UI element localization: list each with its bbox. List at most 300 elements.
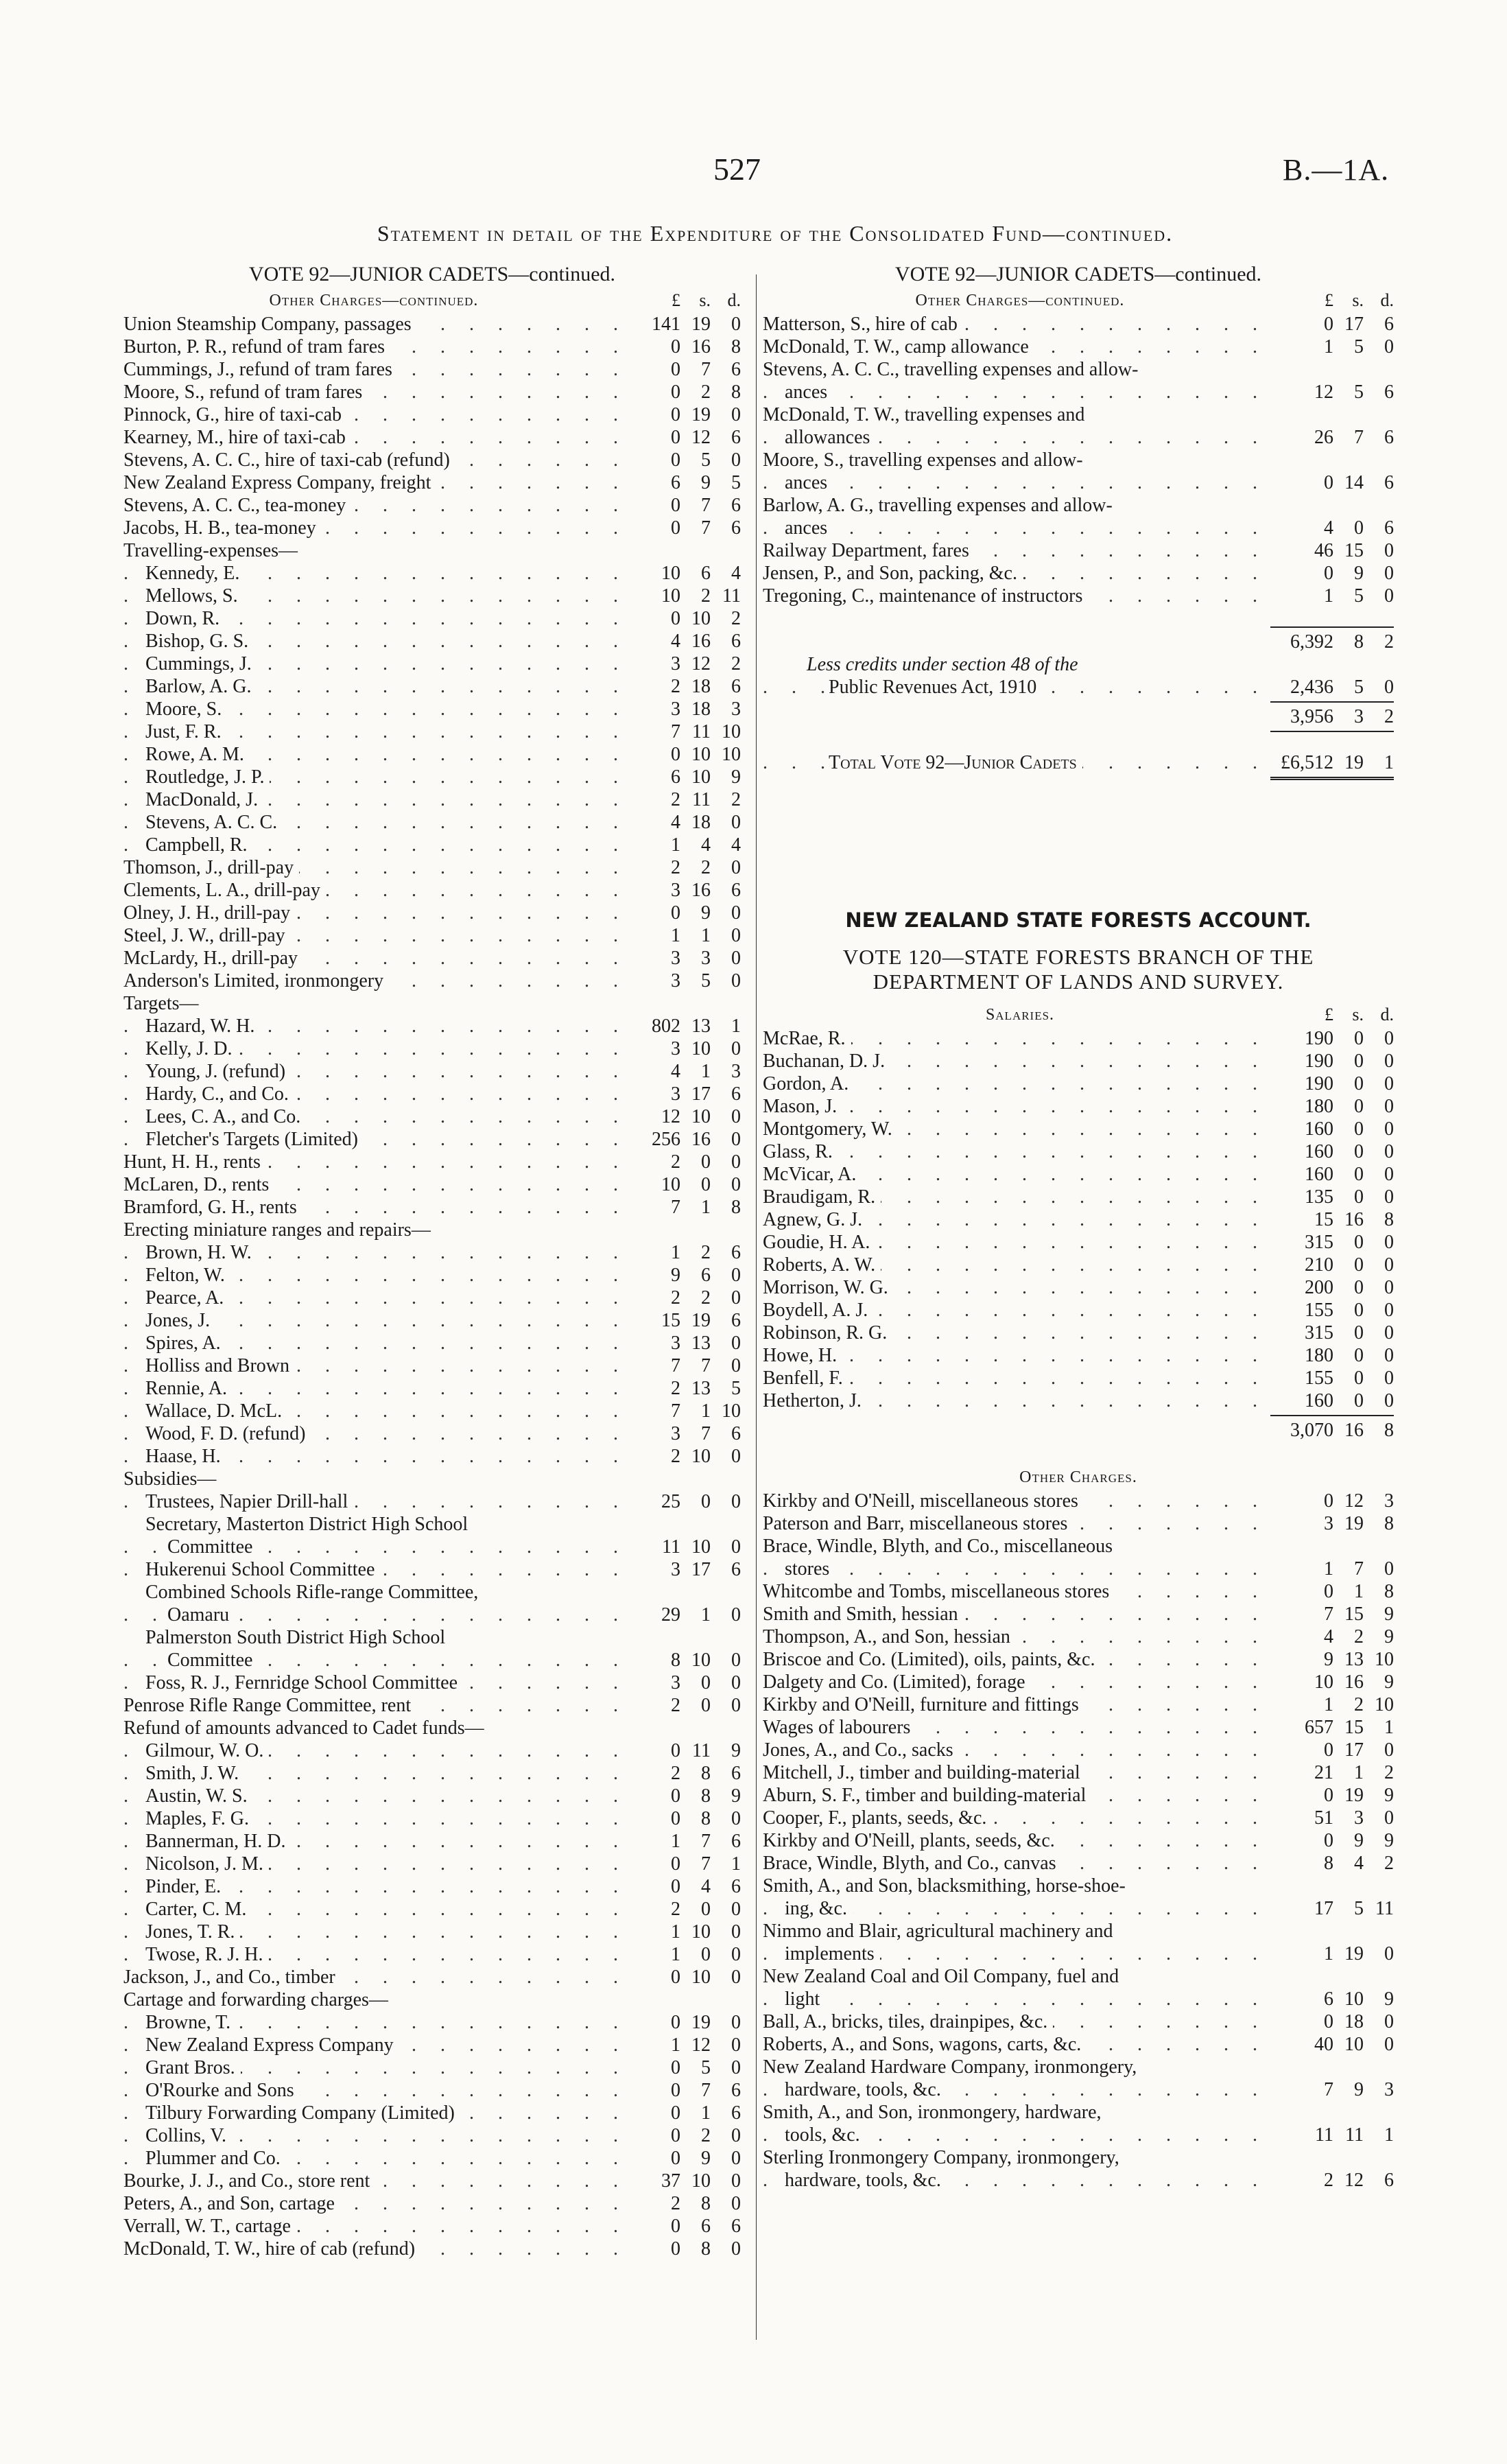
pence-value: 0 [731,2125,741,2146]
shillings-value: 8 [701,2193,711,2214]
entry-label: hardware, tools, &c. [785,2079,947,2100]
entry-amount [1277,1322,1394,1344]
ledger-row [123,1943,741,1966]
entry-label: Plummer and Co. [145,2148,286,2169]
entry-amount [624,2056,741,2079]
ledger-row [123,766,741,788]
entry-label: Matterson, S., hire of cab [763,314,963,335]
ledger-row [123,698,741,720]
entry-label: Down, R. [145,608,225,629]
shillings-value: 4 [1354,1853,1364,1874]
pounds-value: 10 [661,563,680,584]
shillings-value: 10 [691,1446,711,1467]
pounds-value: 657 [1305,1717,1333,1738]
entry-amount [624,834,741,856]
entry-label: Jacobs, H. B., tea-money [123,517,322,539]
pounds-value: 3 [671,1083,680,1105]
ledger-row [763,2124,1394,2146]
pence-value: 0 [1384,1558,1394,1580]
pounds-value: 7 [671,721,680,742]
ledger-row [123,2056,741,2079]
shillings-value: 0 [1354,1051,1364,1072]
entry-label: Barlow, A. G., travelling expenses and allow- [763,495,1118,516]
entry-amount [624,517,741,539]
ledger-row [123,1694,741,1717]
shillings-value: 9 [1354,563,1364,584]
ledger-row [763,1344,1394,1367]
entry-label: Targets— [123,993,204,1014]
total-vote-amount: £6,512 19 1 [1281,752,1394,773]
ledger-row [123,879,741,902]
entry-label: Twose, R. J. H. [145,1944,269,1965]
entry-amount [1277,2169,1394,2192]
shillings-value: 6 [701,2216,711,2237]
ledger-row [763,494,1394,517]
entry-label: Agnew, G. J. [763,1209,868,1230]
entry-amount [1277,1072,1394,1095]
entry-label: Jensen, P., and Son, packing, &c. [763,563,1023,584]
pence-value: 10 [1375,1694,1394,1715]
pounds-value: 2 [671,1151,680,1173]
shillings-value: 2 [701,2125,711,2146]
pence-value: 8 [731,336,741,357]
pounds-value: 2 [671,2193,680,2214]
pounds-value: 3 [671,1038,680,1059]
pence-value: 0 [1384,2034,1394,2055]
entry-amount [1277,2124,1394,2146]
pounds-value: 1 [1324,1943,1333,1964]
shillings-value: 0 [1354,1141,1364,1162]
entry-amount [1277,1140,1394,1163]
entry-label: Stevens, A. C. C., travelling expenses and allow- [763,359,1143,380]
pence-value: 6 [731,495,741,516]
entry-amount [1277,1490,1394,1512]
ledger-row [123,1649,741,1671]
entry-amount [624,1015,741,1037]
pence-value: 10 [722,1400,741,1422]
shillings-value: 2 [701,857,711,878]
ledger-row [763,1050,1394,1072]
pounds-value: 0 [671,1967,680,1988]
shillings-value: 0 [701,1151,711,1173]
shillings-value: 2 [701,585,711,607]
entry-label: Foss, R. J., Fernridge School Committee [145,1672,463,1693]
entry-label: McLardy, H., drill-pay [123,948,303,969]
shillings-value: 0 [701,1491,711,1512]
ledger-row [123,426,741,449]
ledger-row [763,517,1394,539]
ledger-row [123,1173,741,1196]
entry-label: Clements, L. A., drill-pay [123,880,326,901]
ledger-row [123,947,741,970]
shillings-value: 1 [1354,1762,1364,1783]
pounds-value: 0 [1324,1830,1333,1851]
ledger-row [123,1196,741,1219]
ledger-row [763,1739,1394,1761]
entry-amount [624,1649,741,1671]
entry-amount [624,1604,741,1626]
shillings-value: 0 [1354,1345,1364,1366]
pounds-value: 802 [652,1016,680,1037]
pounds-value: 0 [671,2216,680,2237]
entry-label: Palmerston South District High School [145,1627,451,1648]
entry-label: Hukerenui School Committee [145,1559,380,1580]
entry-amount [624,2170,741,2192]
shillings-value: 1 [701,1604,711,1626]
shillings-value: 1 [701,2102,711,2124]
shillings-value: 0 [701,1944,711,1965]
entry-amount [1277,1027,1394,1050]
subheading-right [763,288,1394,313]
entry-amount [1277,2010,1394,2033]
pounds-value: 40 [1314,2034,1333,2055]
ledger-row [763,1367,1394,1389]
pounds-value: 29 [661,1604,680,1626]
pence-value: 0 [1384,1141,1394,1162]
shillings-value: 0 [1354,1254,1364,1276]
entry-amount [1277,1512,1394,1535]
entry-amount [1277,2033,1394,2056]
entry-label: Grant Bros. [145,2057,241,2078]
entry-label: Kennedy, E. [145,563,245,584]
pounds-value: 7 [671,1400,680,1422]
entry-amount [1277,517,1394,539]
ledger-row [123,2102,741,2124]
pounds-value: 180 [1305,1096,1333,1117]
vote-heading-left: VOTE 92—JUNIOR CADETS—continued. [248,263,616,285]
entry-amount [1277,1829,1394,1852]
ledger-row [123,1422,741,1445]
shillings-value: 9 [701,2148,711,2169]
pounds-value: 51 [1314,1807,1333,1829]
pounds-value: 26 [1314,427,1333,448]
ledger-row [123,1671,741,1694]
entry-label: Glass, R. [763,1141,838,1162]
ledger-row [123,1151,741,1173]
pounds-value: 0 [671,382,680,403]
pence-value: 0 [731,1333,741,1354]
pence-value: 0 [731,404,741,425]
ledger-row [763,2056,1394,2078]
pence-value: 9 [731,1785,741,1807]
pounds-value: 190 [1305,1051,1333,1072]
pence-value: 3 [1384,2079,1394,2100]
pounds-value: 210 [1305,1254,1333,1276]
entry-label: McDonald, T. W., travelling expenses and [763,404,1090,425]
ledger-row [123,1400,741,1422]
entry-amount [624,2124,741,2147]
ledger-row [123,1626,741,1649]
entry-label: Buchanan, D. J. [763,1051,890,1072]
pounds-value: 3 [671,699,680,720]
pence-value: 10 [722,744,741,765]
pounds-value: 0 [671,1808,680,1829]
pounds-value: 0 [671,2012,680,2033]
entry-amount [1277,1648,1394,1671]
entry-amount [624,1785,741,1807]
pence-value: 0 [731,2148,741,2169]
pence-value: 2 [731,789,741,810]
less-credits-act: Public Revenues Act, 1910 [829,677,1042,698]
entry-amount [1277,1389,1394,1412]
entry-label: Robinson, R. G. [763,1322,892,1344]
shillings-value: 8 [701,1808,711,1829]
pence-value: 0 [731,1038,741,1059]
pounds-value: 2 [671,1446,680,1467]
entry-label: Kelly, J. D. [145,1038,238,1059]
ledger-row [763,1852,1394,1875]
shillings-value: 2 [701,1242,711,1263]
pounds-value: 15 [1314,1209,1333,1230]
entry-label: Pearce, A. [145,1287,229,1309]
pounds-value: 1 [671,2034,680,2056]
shillings-value: 0 [701,1174,711,1195]
pence-value: 0 [731,1808,741,1829]
shillings-value: 0 [701,1695,711,1716]
shillings-value: 10 [691,1967,711,1988]
pounds-value: 3 [671,970,680,992]
pence-value: 0 [1384,1096,1394,1117]
shillings-value: 0 [1354,1390,1364,1411]
ledger-row [123,1558,741,1581]
ledger-row [763,1208,1394,1231]
entry-amount [624,720,741,743]
pence-value: 8 [1384,1581,1394,1602]
shillings-value: 19 [691,2012,711,2033]
pence-value: 0 [731,1355,741,1376]
entry-label: Smith and Smith, hessian [763,1604,964,1625]
shillings-value: 10 [1344,2034,1364,2055]
ledger-row [763,1118,1394,1140]
pounds-value: 0 [671,2148,680,2169]
pence-value: 0 [1384,1345,1394,1366]
pounds-value: 155 [1305,1300,1333,1321]
ledger-row [763,313,1394,336]
pence-value: 0 [731,2012,741,2033]
shillings-value: 10 [691,766,711,788]
shillings-value: 17 [1344,314,1364,335]
pence-value: 10 [1375,1649,1394,1670]
pounds-value: 0 [1324,314,1333,335]
pence-value: 8 [731,382,741,403]
entry-amount [624,1173,741,1196]
pence-value: 0 [731,1265,741,1286]
shillings-value: 7 [701,1423,711,1444]
ledger-row [763,1490,1394,1512]
shillings-value: 0 [701,1672,711,1693]
shillings-header: s. [699,290,711,310]
ledger-row [123,1354,741,1377]
entry-label: McDonald, T. W., hire of cab (refund) [123,2238,420,2260]
entry-amount [624,2192,741,2215]
pounds-value: 1 [1324,1558,1333,1580]
pounds-value: 1 [671,1831,680,1852]
shillings-value: 4 [701,1876,711,1897]
shillings-value: 3 [1354,1807,1364,1829]
shillings-value: 8 [701,1763,711,1784]
shillings-value: 0 [1354,1322,1364,1344]
shillings-value: 0 [1354,1096,1364,1117]
pence-value: 0 [1384,1739,1394,1761]
pounds-value: 7 [671,1355,680,1376]
entry-amount [624,1400,741,1422]
pence-value: 0 [731,2238,741,2260]
entry-label: O'Rourke and Sons [145,2080,300,2101]
ledger-row [123,1875,741,1898]
ledger-row [123,358,741,381]
entry-amount [1277,471,1394,494]
entry-amount [1277,1299,1394,1322]
ledger-row [763,358,1394,381]
pence-value: 3 [731,699,741,720]
entry-amount [624,1241,741,1264]
ledger-row [763,1299,1394,1322]
entry-amount [624,902,741,924]
shillings-value: 11 [1345,2124,1364,2146]
ledger-row [763,1807,1394,1829]
ledger-row [763,1965,1394,1988]
ledger-row [123,720,741,743]
entry-amount [624,2238,741,2260]
entry-label: Roberts, A., and Sons, wagons, carts, &c. [763,2034,1087,2055]
entry-amount [624,879,741,902]
ledger-row [123,1830,741,1853]
entry-label: hardware, tools, &c. [785,2170,947,2191]
entry-label: ing, &c. [785,1898,853,1919]
entry-amount [1277,562,1394,585]
entry-amount [1277,1671,1394,1693]
shillings-value: 18 [691,676,711,697]
entry-label: Olney, J. H., drill-pay [123,902,296,924]
entry-amount [1277,1807,1394,1829]
ledger-row [763,1943,1394,1965]
entry-label: Holliss and Brown [145,1355,295,1376]
pence-value: 6 [1384,517,1394,539]
ledger-row [123,2011,741,2034]
shillings-value: 10 [691,1921,711,1943]
pounds-value: 0 [671,744,680,765]
pence-value: 0 [731,2057,741,2078]
shillings-value: 0 [1354,517,1364,539]
entry-label: ances [785,517,833,539]
shillings-value: 5 [701,970,711,992]
pounds-value: 0 [671,2238,680,2260]
pence-value: 5 [731,1378,741,1399]
pounds-value: 0 [671,517,680,539]
shillings-value: 1 [1354,1581,1364,1602]
entry-label: Aburn, S. F., timber and building-material [763,1785,1091,1806]
pounds-value: 11 [1315,2124,1333,2146]
pounds-value: 8 [1324,1853,1333,1874]
pounds-value: 155 [1305,1368,1333,1389]
shillings-value: 9 [1354,2079,1364,2100]
shillings-value: 11 [692,1740,711,1761]
ledger-row [123,1332,741,1354]
pounds-value: 2 [671,1287,680,1309]
entry-label: McRae, R. [763,1028,851,1049]
entry-amount [624,1762,741,1785]
entry-label: Smith, A., and Son, blacksmithing, horse-shoe- [763,1875,1131,1897]
ledger-row [123,1988,741,2011]
entry-label: light [785,1988,825,2010]
pounds-value: 256 [652,1129,680,1150]
entry-label: Rennie, A. [145,1378,233,1399]
salaries-label: Salaries. [985,1006,1055,1024]
pence-value: 0 [731,925,741,946]
ledger-row [763,1027,1394,1050]
pence-value: 9 [1384,1626,1394,1647]
pence-value: 9 [1384,1988,1394,2010]
ledger-row [763,1716,1394,1739]
shillings-value: 7 [701,517,711,539]
entry-amount [624,358,741,381]
entry-label: Hunt, H. H., rents [123,1151,266,1173]
shillings-value: 19 [1344,1513,1364,1534]
pence-value: 9 [731,766,741,788]
pounds-value: 190 [1305,1028,1333,1049]
pounds-value: 0 [671,2125,680,2146]
ledger-row [123,2192,741,2215]
entry-amount [624,2079,741,2102]
entry-label: Paterson and Barr, miscellaneous stores [763,1513,1073,1534]
entry-label: Kirkby and O'Neill, furniture and fittings [763,1694,1084,1715]
pence-value: 6 [731,427,741,448]
entry-label: Sterling Ironmongery Company, ironmongery, [763,2147,1125,2168]
entry-amount [624,1332,741,1354]
ledger-row [123,1060,741,1083]
pounds-value: 1 [671,925,680,946]
pounds-value: 0 [671,902,680,924]
pence-value: 0 [731,1921,741,1943]
ledger-row [123,1241,741,1264]
pounds-value: 0 [1324,1490,1333,1512]
entry-amount [1277,1603,1394,1626]
entry-amount [624,1558,741,1581]
shillings-value: 13 [691,1333,711,1354]
pounds-value: 1 [671,1242,680,1263]
entry-amount [624,1151,741,1173]
pence-header: d. [1380,290,1394,310]
entry-label: New Zealand Hardware Company, ironmongery, [763,2056,1142,2078]
shillings-value: 0 [1354,1368,1364,1389]
entry-label: Combined Schools Rifle-range Committee, [145,1582,484,1603]
shillings-value: 18 [691,812,711,833]
entry-amount [1277,1943,1394,1965]
shillings-value: 18 [691,699,711,720]
pounds-value: 0 [671,1785,680,1807]
ledger-row [123,585,741,607]
ledger-row [763,585,1394,607]
pounds-value: 1 [671,1944,680,1965]
pence-value: 0 [731,1944,741,1965]
ledger-row [123,2124,741,2147]
shillings-value: 5 [1354,382,1364,403]
shillings-value: 9 [701,902,711,924]
pence-value: 6 [731,1083,741,1105]
pounds-value: 0 [1324,472,1333,493]
pounds-value: 15 [661,1310,680,1331]
entry-label: Brace, Windle, Blyth, and Co., miscellaneous [763,1536,1118,1557]
ledger-row [123,471,741,494]
subtotal-rule [1270,626,1394,628]
entry-label: Braudigam, R. [763,1186,881,1208]
entry-label: Just, F. R. [145,721,227,742]
pence-value: 6 [1384,472,1394,493]
shillings-value: 19 [1344,1785,1364,1806]
entry-label: Penrose Rifle Range Committee, rent [123,1695,416,1716]
pounds-value: 141 [652,314,680,335]
ledger-row [763,2033,1394,2056]
